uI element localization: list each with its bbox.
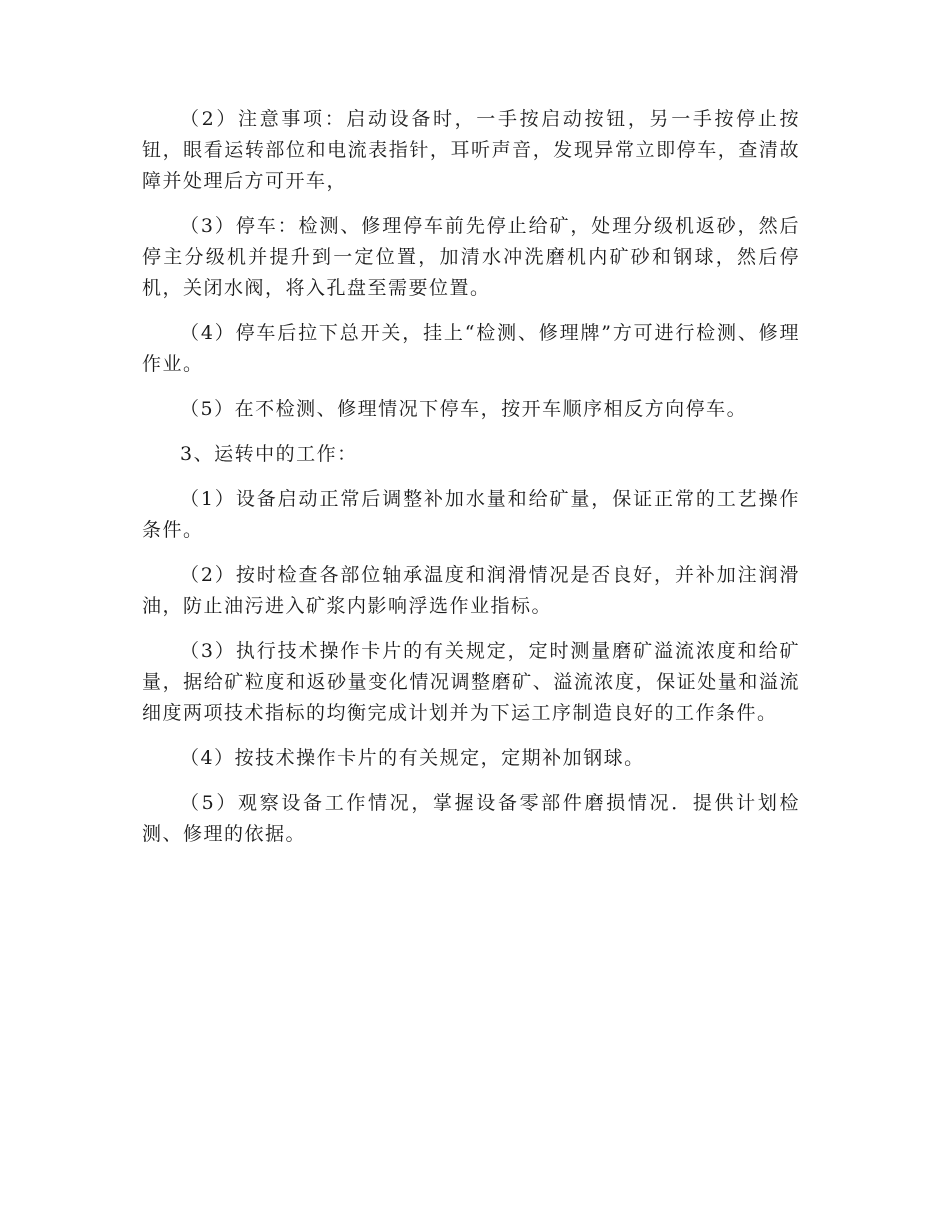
paragraph-bearing-check: （2）按时检查各部位轴承温度和润滑情况是否良好，并补加注润滑油，防止油污进入矿浆内影响浮选作业指标。 [142, 564, 800, 617]
paragraph-technical-rules: （3）执行技术操作卡片的有关规定，定时测量磨矿溢流浓度和给矿量，据给矿粒度和返砂量变化情况调整磨矿、溢流浓度，保证处量和溢流细度两项技术指标的均衡完成计划并为下运工序制造良好的工作条件。 [142, 640, 800, 724]
paragraph-startup-notes: （2）注意事项：启动设备时，一手按启动按钮，另一手按停止按钮，眼看运转部位和电流表指针，耳听声音，发现异常立即停车，查清故障并处理后方可开车， [142, 108, 800, 192]
paragraph-observe-wear: （5）观察设备工作情况，掌握设备零部件磨损情况．提供计划检测、修理的依据。 [142, 792, 800, 845]
paragraph-adjust-water: （1）设备启动正常后调整补加水量和给矿量，保证正常的工艺操作条件。 [142, 488, 800, 541]
paragraph-main-switch: （4）停车后拉下总开关，挂上“检测、修理牌”方可进行检测、修理作业。 [142, 322, 800, 375]
paragraph-shutdown: （3）停车：检测、修理停车前先停止给矿，处理分级机返砂，然后停主分级机并提升到一定位置，加清水冲洗磨机内矿砂和钢球，然后停机，关闭水阀，将入孔盘至需要位置。 [142, 215, 800, 299]
paragraph-steel-balls: （4）按技术操作卡片的有关规定，定期补加钢球。 [180, 747, 645, 769]
section-heading-operation: 3、运转中的工作： [180, 443, 358, 465]
paragraph-normal-stop: （5）在不检测、修理情况下停车，按开车顺序相反方向停车。 [180, 398, 748, 420]
